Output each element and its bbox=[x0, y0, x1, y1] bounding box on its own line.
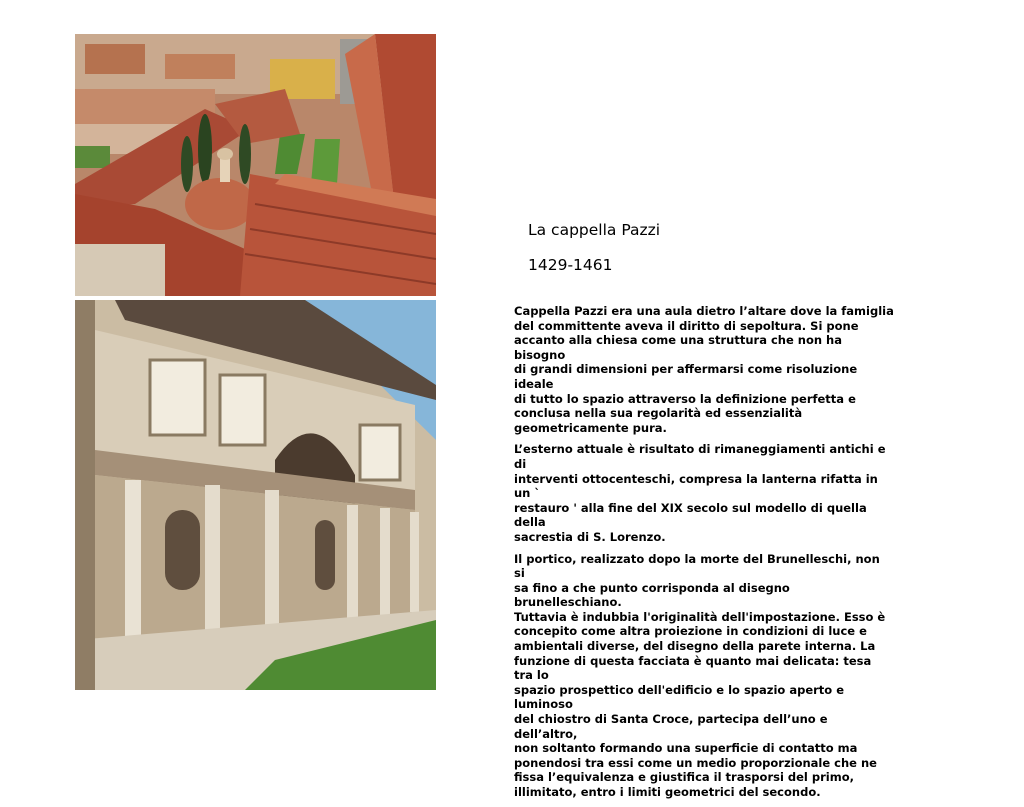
aerial-photo bbox=[75, 34, 436, 296]
paragraph-1: Cappella Pazzi era una aula dietro l’altare dove la famiglia del committente aveva il diritto di sepoltura. Si pone accanto alla chiesa come una struttura che non ha bisogno di grandi dimensioni per affermarsi come risoluzione ideale di tutto lo spazio attraverso la definizione perfetta e conclusa nella sua regolarità ed essenzialità geometricamente pura. bbox=[514, 304, 894, 435]
page-title: La cappella Pazzi bbox=[528, 221, 661, 239]
paragraph-3: Il portico, realizzato dopo la morte del Brunelleschi, non si sa fino a che punto corrisponda al disegno brunelleschiano. Tuttavia è indubbia l'originalità dell'impostazione. Esso è concepito come altra proiezione in condizioni di luce e ambientali diverse, del disegno della parete interna. La funzione di questa facciata è quanto mai delicata: tesa tra lo spazio prospettico dell'edificio e lo spazio aperto e luminoso del chiostro di Santa Croce, partecipa dell’uno e dell’altro, non soltanto formando una superficie di contatto ma ponendosi tra essi come un medio proporzionale che ne fissa l’equivalenza e giustifica il trasporsi del primo, illimitato, entro i limiti geometrici del secondo. bbox=[514, 551, 886, 799]
description-text bbox=[514, 304, 894, 807]
photo-portico-icon bbox=[75, 300, 436, 690]
portico-photo bbox=[75, 300, 436, 690]
date-range: 1429-1461 bbox=[528, 256, 613, 274]
photo-aerial-icon bbox=[75, 34, 436, 296]
paragraph-2: L’esterno attuale è risultato di rimaneggiamenti antichi e di interventi ottocenteschi, compresa la lanterna rifatta in un ` restauro ' alla fine del XIX secolo sul modello di quella della sacrestia di S. Lorenzo. bbox=[514, 442, 886, 544]
